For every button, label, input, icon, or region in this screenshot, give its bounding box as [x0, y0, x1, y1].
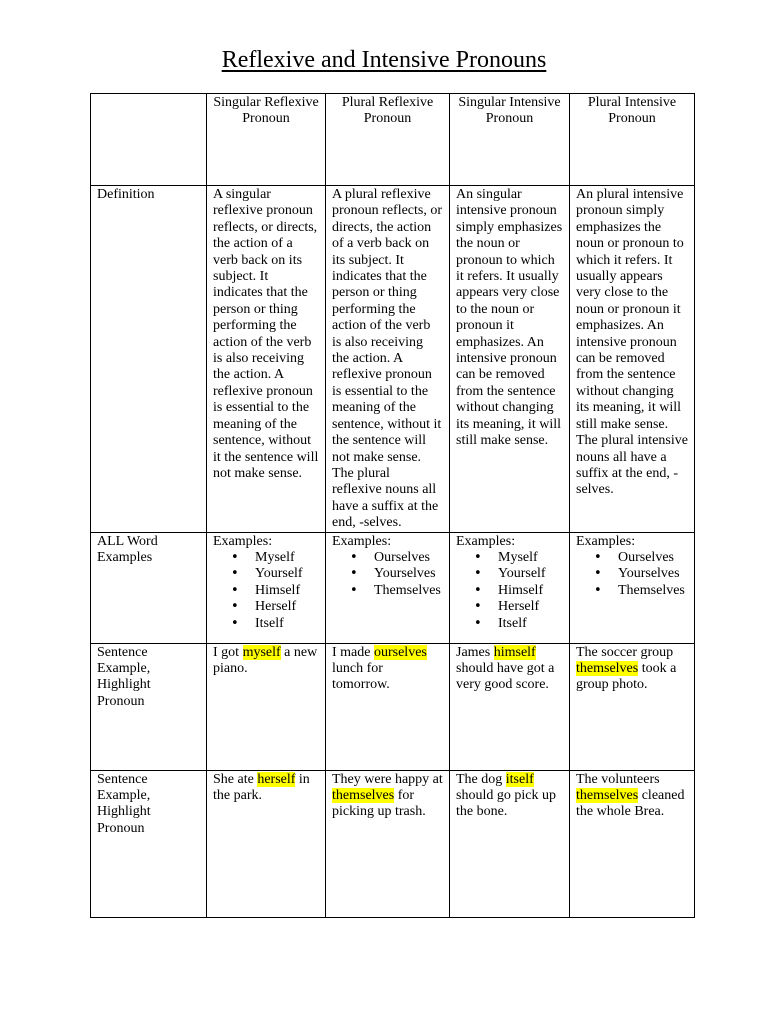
sentence-row-2 [91, 770, 695, 917]
example-word: • Yourselves [374, 566, 443, 582]
row-label-definition: Definition [91, 186, 207, 533]
column-header-plural-reflexive: Plural Reflexive Pronoun [326, 94, 450, 186]
example-word: • Herself [255, 599, 319, 615]
highlighted-pronoun: themselves [332, 787, 395, 803]
column-header-singular-reflexive: Singular Reflexive Pronoun [207, 94, 326, 186]
pronoun-table [90, 93, 695, 918]
examples-cell [450, 532, 570, 643]
row-label-sentence: Sentence Example, Highlight Pronoun [91, 770, 207, 917]
highlighted-pronoun: themselves [576, 660, 639, 676]
examples-row [91, 532, 695, 643]
example-word: • Themselves [374, 583, 443, 599]
example-word: • Themselves [618, 583, 688, 599]
sentence-cell: She ate herself in the park. [207, 770, 326, 917]
column-header-plural-intensive: Plural Intensive Pronoun [570, 94, 695, 186]
definition-cell: A singular reflexive pronoun reflects, or directs, the action of a verb back on its subject. It indicates that the person or thing performing the action of the verb is also receiving the action. A reflexive pronoun is essential to the meaning of the sentence, without it the sentence will not make sense. [207, 186, 326, 533]
row-label-examples: ALL Word Examples [91, 532, 207, 643]
example-word: • Itself [255, 616, 319, 632]
example-word: • Myself [255, 550, 319, 566]
example-word-list [332, 550, 443, 599]
examples-cell [326, 532, 450, 643]
column-header-singular-intensive: Singular Intensive Pronoun [450, 94, 570, 186]
example-word: • Herself [498, 599, 563, 615]
examples-label: Examples: [332, 533, 392, 549]
sentence-cell: The dog itself should go pick up the bone. [450, 770, 570, 917]
sentence-row-1 [91, 643, 695, 770]
example-word: • Yourself [255, 566, 319, 582]
definition-row [91, 186, 695, 533]
sentence-cell: I got myself a new piano. [207, 643, 326, 770]
examples-label: Examples: [456, 533, 516, 549]
definition-cell: A plural reflexive pronoun reflects, or directs, the action of a verb back on its subject. It indicates that the person or thing performing the action of the verb is also receiving the action. A reflexive pronoun is essential to the meaning of the sentence, without it the sentence will not make sense. The plural reflexive nouns all have a suffix at the end, -selves. [326, 186, 450, 533]
examples-label: Examples: [576, 533, 636, 549]
highlighted-pronoun: himself [493, 644, 536, 660]
sentence-cell: James himself should have got a very good score. [450, 643, 570, 770]
example-word: • Ourselves [618, 550, 688, 566]
sentence-cell: I made ourselves lunch for tomorrow. [326, 643, 450, 770]
row-label-sentence: Sentence Example, Highlight Pronoun [91, 643, 207, 770]
definition-cell: An singular intensive pronoun simply emphasizes the noun or pronoun to which it refers. It usually appears very close to the noun or pronoun it emphasizes. An intensive pronoun can be removed from the sentence without changing its meaning, it will still make sense. [450, 186, 570, 533]
highlighted-pronoun: ourselves [373, 644, 427, 660]
corner-cell [91, 94, 207, 186]
example-word: • Myself [498, 550, 563, 566]
example-word-list [576, 550, 688, 599]
sentence-cell: The soccer group themselves took a group photo. [570, 643, 695, 770]
examples-cell [570, 532, 695, 643]
example-word-list [456, 550, 563, 632]
examples-cell [207, 532, 326, 643]
sentence-cell: The volunteers themselves cleaned the whole Brea. [570, 770, 695, 917]
example-word: • Itself [498, 616, 563, 632]
highlighted-pronoun: themselves [576, 787, 639, 803]
highlighted-pronoun: myself [242, 644, 281, 660]
examples-label: Examples: [213, 533, 273, 549]
example-word: • Himself [255, 583, 319, 599]
example-word-list [213, 550, 319, 632]
example-word: • Himself [498, 583, 563, 599]
example-word: • Yourselves [618, 566, 688, 582]
definition-cell: An plural intensive pronoun simply emphasizes the noun or pronoun to which it refers. It usually appears very close to the noun or pronoun it emphasizes. An intensive pronoun can be removed from the sentence without changing its meaning, it will still make sense. The plural intensive nouns all have a suffix at the end, -selves. [570, 186, 695, 533]
highlighted-pronoun: itself [505, 771, 534, 787]
sentence-cell: They were happy at themselves for picking up trash. [326, 770, 450, 917]
page-title: Reflexive and Intensive Pronouns [221, 47, 547, 73]
example-word: • Yourself [498, 566, 563, 582]
header-row [91, 94, 695, 186]
highlighted-pronoun: herself [257, 771, 296, 787]
example-word: • Ourselves [374, 550, 443, 566]
